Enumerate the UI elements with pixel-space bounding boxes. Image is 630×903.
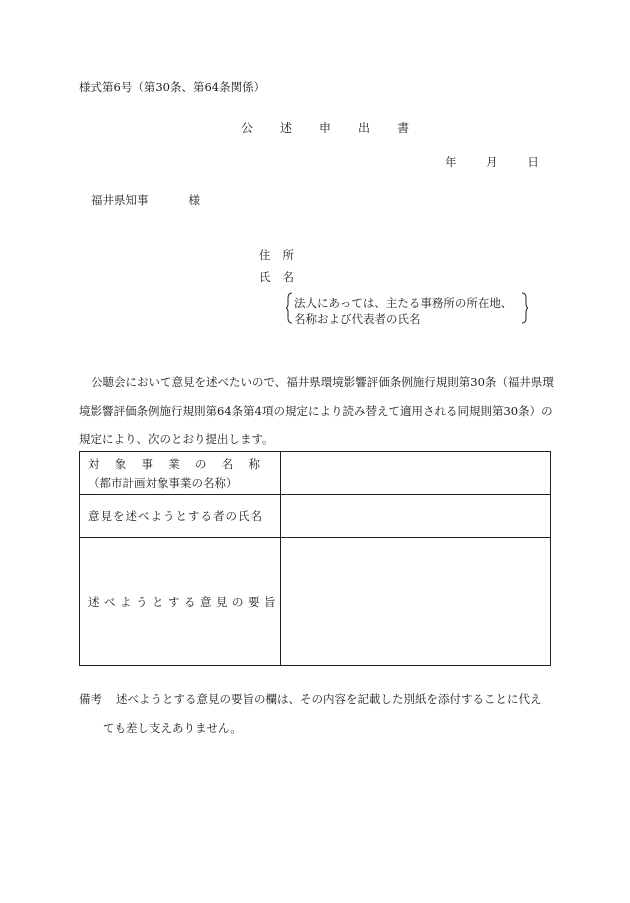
speaker-name-label (80, 495, 281, 538)
body-line: 規定により、次のとおり提出します。 (79, 432, 274, 446)
remarks-line1: 述べようとする意見の要旨の欄は、その内容を記載した別紙を添付することに代え (116, 692, 542, 706)
table-row (80, 452, 551, 495)
form-number: 様式第6号（第30条、第64条関係） (79, 80, 266, 94)
date-month: 月 (486, 155, 498, 169)
project-name-label (80, 452, 281, 495)
addressee (91, 195, 200, 207)
address-label (259, 250, 294, 262)
name-label-char: 氏 (259, 270, 271, 284)
title-char: 述 (280, 121, 293, 135)
address-label-char: 住 (259, 248, 271, 262)
corporate-note-line2: 名称および代表者の氏名 (294, 312, 421, 326)
opinion-summary-label (80, 538, 281, 666)
document-title (241, 122, 409, 134)
name-label (259, 272, 294, 284)
label-char: 業 (168, 456, 180, 471)
table-row (80, 538, 551, 666)
remarks-line2: ても差し支えありません。 (103, 721, 242, 735)
project-name-sublabel: （都市計画対象事業の名称） (88, 475, 238, 490)
title-char: 書 (397, 121, 410, 135)
label-char: 名 (221, 456, 234, 471)
table-row (80, 495, 551, 538)
body-line: 境影響評価条例施行規則第64条第4項の規定により読み替えて適用される同規則第30条）の (79, 403, 553, 418)
title-char: 申 (319, 121, 332, 135)
label-char: 称 (248, 456, 260, 471)
label-char: 象 (114, 456, 127, 471)
date-day: 日 (527, 155, 539, 169)
opinion-summary-field[interactable] (281, 538, 551, 666)
label-char: 対 (88, 456, 100, 471)
address-label-char: 所 (282, 248, 294, 262)
title-char: 出 (358, 121, 371, 135)
name-label-char: 名 (282, 270, 294, 284)
addressee-name: 福井県知事 (91, 193, 149, 207)
body-paragraph (79, 368, 555, 454)
remarks (79, 685, 542, 743)
corporate-note-line1: 法人にあっては、主たる事務所の所在地、 (294, 296, 513, 310)
remarks-head: 備考 (79, 692, 102, 706)
date-line (445, 157, 539, 169)
project-name-field[interactable] (281, 452, 551, 495)
speaker-name-field[interactable] (281, 495, 551, 538)
date-year: 年 (445, 155, 457, 169)
submission-table (79, 451, 551, 666)
honorific: 様 (188, 193, 200, 207)
title-char: 公 (241, 121, 254, 135)
corporate-note (286, 292, 528, 324)
body-line: 公聴会において意見を述べたいので、福井県環境影響評価条例施行規則第30条（福井県環 (91, 375, 554, 389)
opinion-summary-label-text: 述べようとする意見の要旨 (88, 594, 280, 609)
speaker-name-label-text: 意見を述べようとする者の氏名 (88, 509, 263, 523)
label-char: 事 (141, 456, 153, 471)
label-char: の (195, 456, 207, 471)
